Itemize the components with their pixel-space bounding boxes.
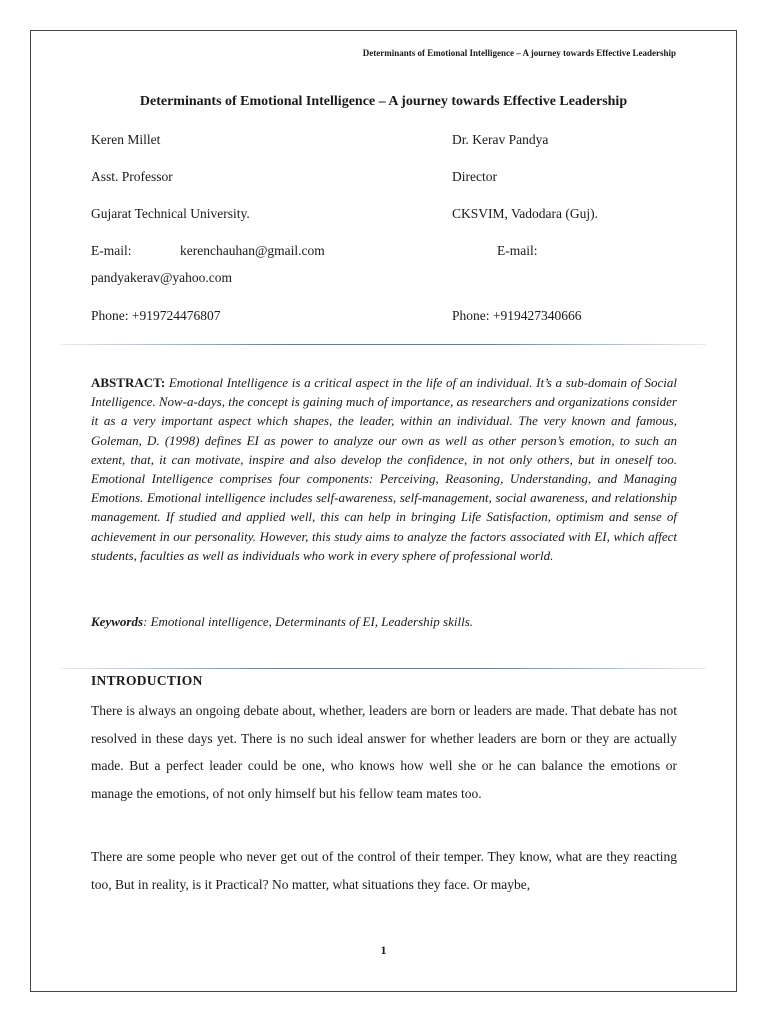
right-author-affiliation: CKSVIM, Vadodara (Guj). — [452, 206, 598, 221]
document-page — [30, 30, 737, 992]
left-author-email-label: E-mail: — [91, 243, 132, 258]
abstract-label: ABSTRACT: — [91, 375, 166, 390]
abstract-text: Emotional Intelligence is a critical aspect in the life of an individual. It’s a sub-domain of Social Intelligence. Now-a-days, the concept is gaining much of importance, as researchers and organizations consider it as a very important aspect which shapes, the leader, within an individual. The very known and famous, Goleman, D. (1998) defines EI as power to analyze our own as well as other person’s emotion, to such an extent, that, it can motivate, inspire and also develop the confidence, in not only others, but in oneself too. Emotional Intelligence comprises four components: Perceiving, Reasoning, Understanding, and Managing Emotions. Emotional intelligence includes self-awareness, self-management, social awareness, and relationship management. If studied and applied well, this can help in bringing Life Satisfaction, optimism and sense of achievement in our personality. However, this study aims to analyze the factors associated with EI, which affect students, faculties as well as individuals who work in every sphere of professional world. — [91, 375, 678, 563]
right-author-name: Dr. Kerav Pandya — [452, 132, 549, 147]
section-divider — [61, 668, 706, 669]
right-author-email[interactable]: pandyakerav@yahoo.com — [91, 270, 233, 285]
left-author-affiliation: Gujarat Technical University. — [91, 206, 250, 221]
intro-paragraph-2: There are some people who never get out of the control of their temper. They know, what are they reacting too, But in reality, is it Practical? No matter, what situations they face. Or maybe, — [91, 849, 677, 892]
running-header: Determinants of Emotional Intelligence – A journey towards Effective Leadership — [362, 48, 676, 58]
abstract — [91, 373, 677, 565]
left-author-phone: Phone: +919724476807 — [91, 308, 221, 323]
page-number: 1 — [380, 943, 387, 957]
left-author-name: Keren Millet — [91, 132, 161, 147]
section-heading: INTRODUCTION — [91, 673, 203, 688]
right-author-position: Director — [452, 169, 497, 184]
keywords — [91, 614, 677, 630]
intro-paragraph-1: There is always an ongoing debate about, whether, leaders are born or leaders are made. That debate has not resolved in these days yet. There is no such ideal answer for whether leaders are born or they are actually made. But a perfect leader could be one, who knows how well she or he can balance the emotions or manage the emotions, of not only himself but his fellow team mates too. — [91, 703, 677, 801]
keywords-label: Keywords — [91, 614, 143, 629]
left-author-email[interactable]: kerenchauhan@gmail.com — [180, 243, 325, 258]
paper-title: Determinants of Emotional Intelligence – A journey towards Effective Leadership — [139, 94, 628, 109]
right-author-email-label: E-mail: — [497, 243, 538, 258]
keywords-text: : Emotional intelligence, Determinants of EI, Leadership skills. — [143, 614, 474, 629]
left-author-position: Asst. Professor — [91, 169, 173, 184]
section-divider — [61, 344, 706, 345]
right-author-phone: Phone: +919427340666 — [452, 308, 582, 323]
